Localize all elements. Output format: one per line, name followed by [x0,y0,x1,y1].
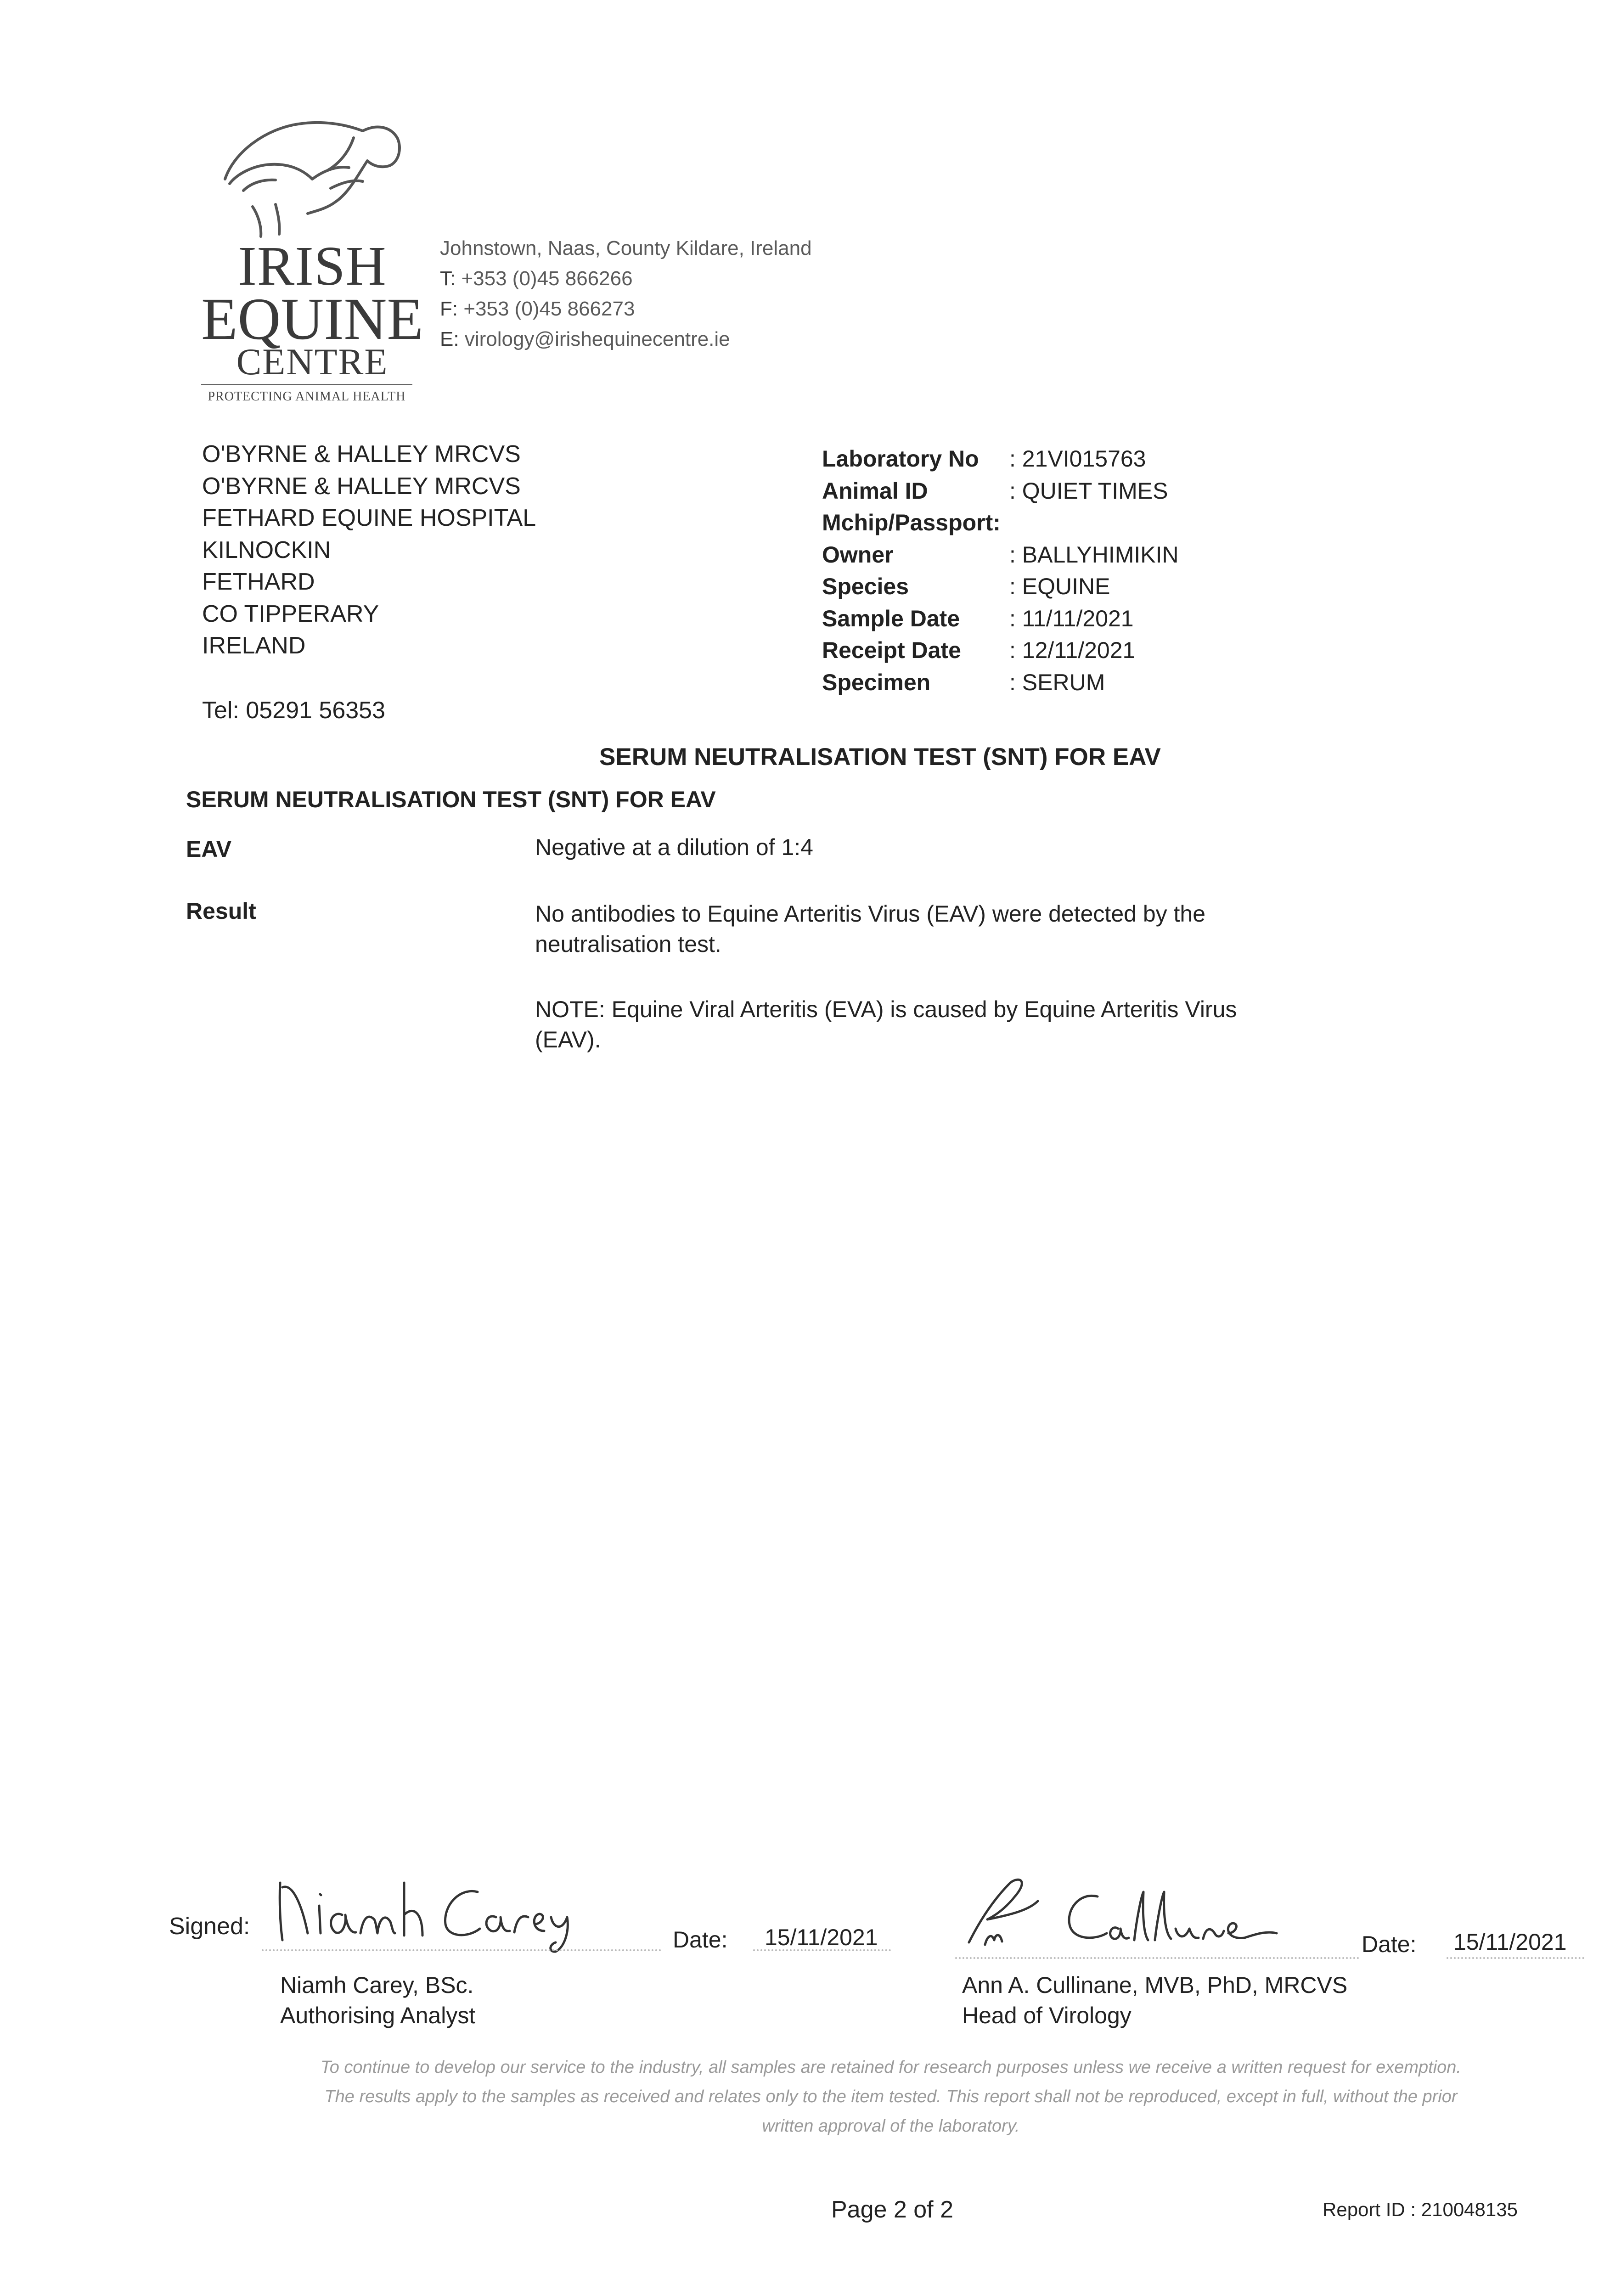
signed-label: Signed: [169,1913,250,1940]
client-line: FETHARD EQUINE HOSPITAL [202,505,536,531]
section-title: SERUM NEUTRALISATION TEST (SNT) FOR EAV [186,787,716,812]
client-line: CO TIPPERARY [202,600,379,627]
logo-irish: IRISH [238,235,387,297]
analyst-signature-line [262,1949,661,1952]
analyst-date-line [753,1949,891,1952]
report-title: SERUM NEUTRALISATION TEST (SNT) FOR EAV [599,743,1161,771]
analyst-name: Niamh Carey, BSc. [280,1972,474,1998]
client-address [202,439,536,662]
head-name-block [962,1970,1347,2031]
eav-label: EAV [186,836,232,862]
head-name: Ann A. Cullinane, MVB, PhD, MRCVS [962,1972,1348,1998]
head-signature [960,1864,1281,1956]
logo-equine: EQUINE [201,286,423,352]
analyst-signature [266,1855,588,1956]
head-date: 15/11/2021 [1453,1929,1567,1955]
client-line: O'BYRNE & HALLEY MRCVS [202,441,521,467]
analyst-date-label: Date: [673,1927,728,1953]
result-text: No antibodies to Equine Arteritis Virus (EAV) were detected by the neutralisation test. [535,901,1206,957]
note-text: NOTE: Equine Viral Arteritis (EVA) is caused by Equine Arteritis Virus (EAV). [535,996,1237,1052]
client-line: KILNOCKIN [202,536,331,563]
logo-centre: CENTRE [236,341,388,383]
analyst-date: 15/11/2021 [765,1925,878,1950]
page-number: Page 2 of 2 [831,2196,953,2223]
analyst-name-block [280,1970,475,2031]
head-signature-line [955,1957,1359,1960]
contact-fax: F: +353 (0)45 866273 [440,298,635,320]
head-date-label: Date: [1362,1931,1417,1957]
analyst-title: Authorising Analyst [280,2003,476,2028]
logo-divider [201,384,412,385]
client-line: O'BYRNE & HALLEY MRCVS [202,473,521,500]
client-line: FETHARD [202,568,315,595]
head-title: Head of Virology [962,2003,1132,2028]
contact-email: E: virology@irishequinecentre.ie [440,328,730,350]
contact-address: Johnstown, Naas, County Kildare, Ireland [440,237,812,259]
contact-block [440,233,812,355]
report-id: Report ID : 210048135 [1323,2199,1518,2220]
contact-phone: T: +353 (0)45 866266 [440,267,633,290]
horse-head-icon [216,110,409,248]
eav-value: Negative at a dilution of 1:4 [535,834,813,860]
head-date-line [1447,1957,1584,1960]
client-tel: Tel: 05291 56353 [202,697,386,724]
client-line: IRELAND [202,632,306,659]
logo-tagline: PROTECTING ANIMAL HEALTH [208,389,406,404]
disclaimer: To continue to develop our service to the industry, all samples are retained for research purposes unless we receive a written request for exemption. The results apply to the samples as received and relates only to the item tested. This report shall not be reproduced, except in full, without the prior written approval of the laboratory. [321,2058,1461,2136]
result-label: Result [186,898,256,924]
